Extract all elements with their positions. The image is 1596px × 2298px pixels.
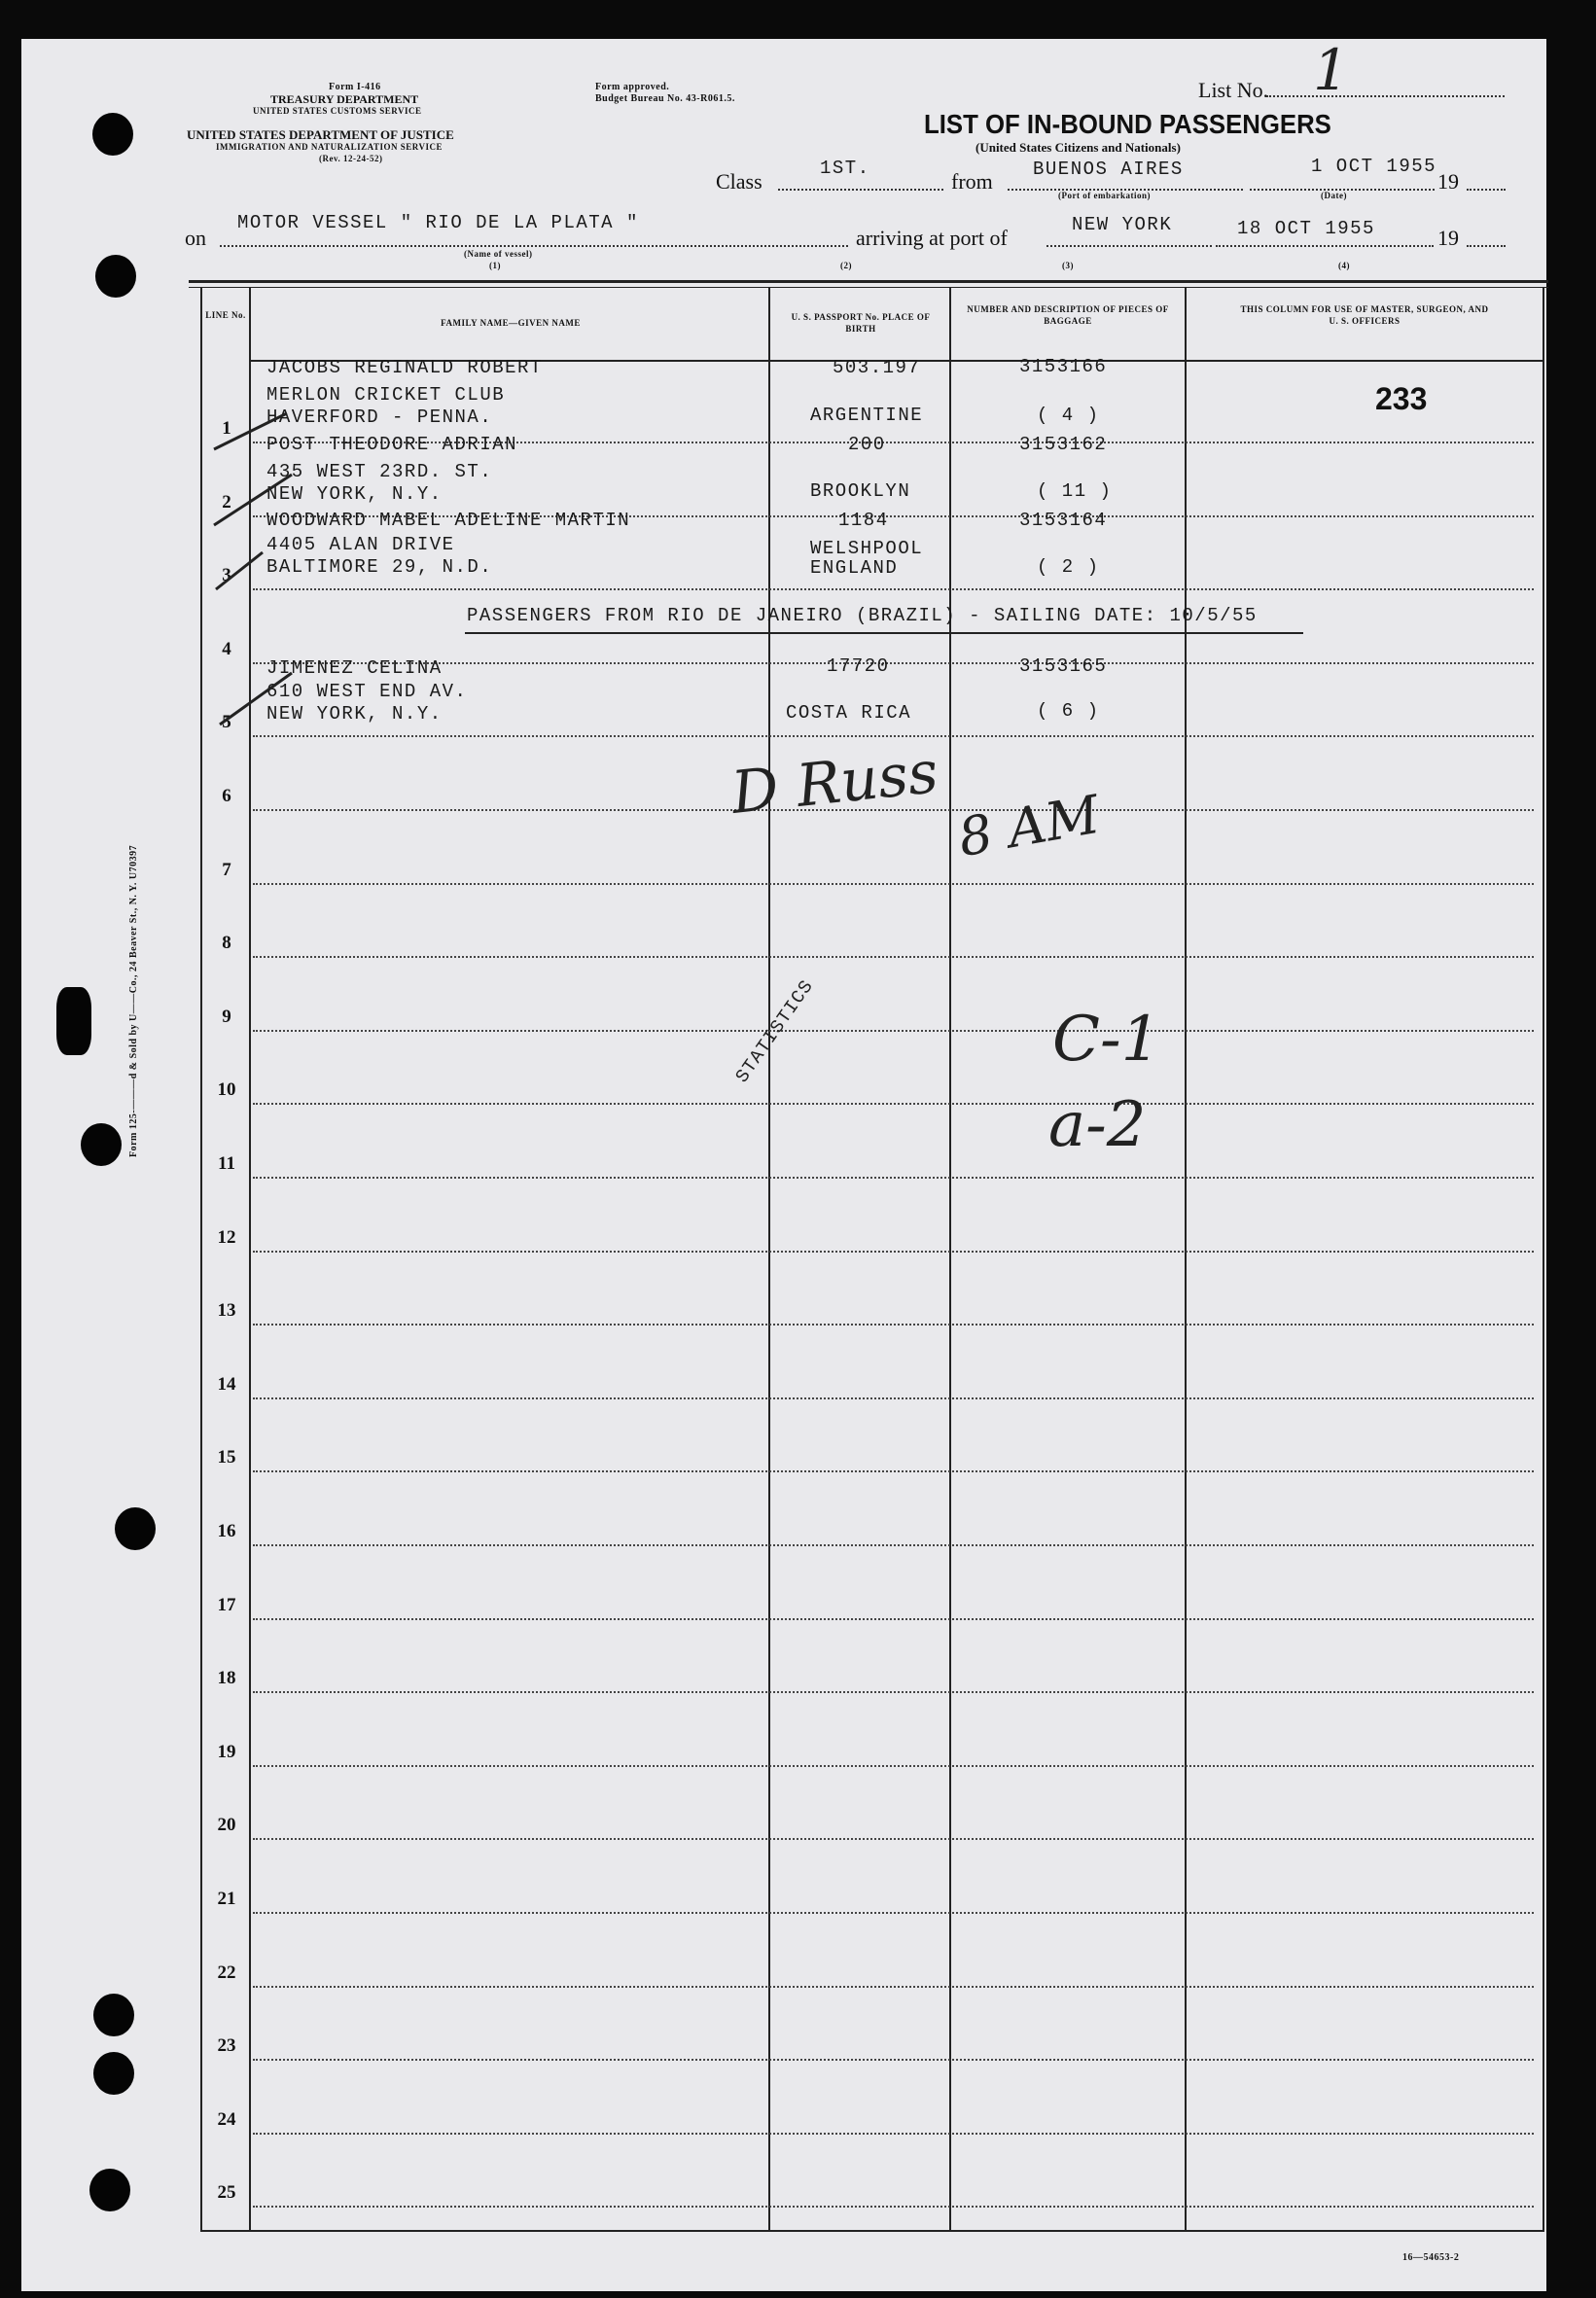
officer-number: 233 [1375, 381, 1428, 416]
row-line [253, 1986, 1534, 1988]
class-value: 1ST. [820, 158, 870, 179]
line-number: 2 [222, 492, 231, 513]
row-line [253, 1912, 1534, 1914]
side-print-text: Form 125-———d & Sold by U——Co., 24 Beaver St., N. Y. U70397 [128, 844, 139, 1157]
ins-service: IMMIGRATION AND NATURALIZATION SERVICE [216, 142, 443, 152]
line-number: 18 [217, 1668, 236, 1688]
column-header-passport: U. S. PASSPORT No. PLACE OF BIRTH [791, 312, 931, 334]
check-marks [195, 389, 311, 759]
section-note: PASSENGERS FROM RIO DE JANEIRO (BRAZIL) - SAILING DATE: 10/5/55 [467, 605, 1258, 626]
passport-number: 200 [848, 434, 886, 455]
list-no-label: List No. [1198, 78, 1269, 102]
line-number: 14 [217, 1374, 236, 1395]
line-number: 20 [217, 1815, 236, 1835]
on-label: on [185, 226, 206, 250]
line-number: 17 [217, 1595, 236, 1615]
caption-2: (2) [840, 261, 852, 270]
caption-3: (3) [1062, 261, 1074, 270]
port-embarkation-caption: (Port of embarkation) [1058, 191, 1151, 200]
row-line [253, 588, 1534, 590]
handwritten-time: 8 AM [953, 783, 1105, 869]
line-number: 11 [218, 1153, 235, 1174]
line-number: 23 [217, 2035, 236, 2056]
table-top-border [189, 280, 1548, 283]
line-number: 7 [222, 860, 231, 880]
line-number: 25 [217, 2182, 236, 2203]
line-number: 15 [217, 1447, 236, 1467]
treasury-department: TREASURY DEPARTMENT [270, 92, 419, 106]
birthplace: COSTA RICA [786, 702, 912, 724]
arrival-date-value: 18 OCT 1955 [1237, 218, 1375, 239]
year-prefix: 19 [1437, 226, 1459, 250]
line-number: 12 [217, 1227, 236, 1248]
binder-hole [56, 987, 91, 1055]
page-title: LIST OF IN-BOUND PASSENGERS [924, 109, 1331, 139]
passenger-name: JIMENEZ CELINA [266, 657, 443, 679]
passenger-address: 435 WEST 23RD. ST. [266, 461, 493, 482]
passenger-address: NEW YORK, N.Y. [266, 703, 443, 725]
binder-hole [93, 2052, 134, 2095]
row-line [253, 1177, 1534, 1179]
line-number: 9 [222, 1007, 231, 1027]
binder-hole [81, 1123, 122, 1166]
birthplace: ENGLAND [810, 557, 899, 579]
line-number: 16 [217, 1521, 236, 1541]
line-number: 1 [222, 418, 231, 439]
passenger-address: BALTIMORE 29, N.D. [266, 556, 493, 578]
arrival-port-value: NEW YORK [1072, 214, 1173, 235]
passenger-address: MERLON CRICKET CLUB [266, 384, 506, 406]
line-number: 22 [217, 1962, 236, 1983]
footer-code: 16—54653-2 [1402, 2252, 1460, 2263]
row-line [253, 1470, 1534, 1472]
column-header-officers: THIS COLUMN FOR USE OF MASTER, SURGEON, AND U. S. OFFICERS [1240, 304, 1489, 326]
baggage-number: 3153165 [1019, 655, 1108, 677]
row-line [253, 735, 1534, 737]
row-line [253, 1251, 1534, 1253]
row-line [253, 1324, 1534, 1326]
row-line [253, 1618, 1534, 1620]
binder-hole [115, 1507, 156, 1550]
passport-number: 503.197 [833, 357, 921, 378]
baggage-pieces: ( 2 ) [1037, 556, 1100, 578]
birthplace: BROOKLYN [810, 480, 911, 502]
column-header-line: LINE No. [205, 310, 246, 320]
binder-hole [95, 255, 136, 298]
line-number: 3 [222, 565, 231, 585]
column-header-name: FAMILY NAME—GIVEN NAME [441, 318, 581, 328]
row-line [253, 1838, 1534, 1840]
row-line [253, 1030, 1534, 1032]
line-number: 21 [217, 1889, 236, 1909]
row-line [253, 1691, 1534, 1693]
baggage-number: 3153162 [1019, 434, 1108, 455]
handwritten-code: a-2 [1048, 1089, 1147, 1161]
passport-number: 17720 [827, 655, 890, 677]
caption-1: (1) [489, 261, 501, 270]
passenger-address: 610 WEST END AV. [266, 681, 468, 702]
handwritten-signature: D Russ [727, 738, 941, 828]
departure-date-value: 1 OCT 1955 [1311, 156, 1437, 177]
binder-hole [93, 1994, 134, 2036]
row-line [253, 1103, 1534, 1105]
class-label: Class [716, 169, 763, 194]
passenger-address: 4405 ALAN DRIVE [266, 534, 455, 555]
baggage-pieces: ( 6 ) [1037, 700, 1100, 722]
binder-hole [89, 2169, 130, 2211]
vessel-caption: (Name of vessel) [464, 249, 533, 259]
row-line [253, 2059, 1534, 2061]
customs-service: UNITED STATES CUSTOMS SERVICE [253, 106, 422, 116]
column-header-baggage: NUMBER AND DESCRIPTION OF PIECES OF BAGGAGE [967, 304, 1169, 326]
passenger-name: WOODWARD MABEL ADELINE MARTIN [266, 510, 631, 531]
caption-4: (4) [1338, 261, 1350, 270]
line-number: 10 [217, 1079, 236, 1100]
row-line [253, 1544, 1534, 1546]
form-number: Form I-416 [329, 82, 381, 92]
passenger-name: POST THEODORE ADRIAN [266, 434, 518, 455]
birthplace: WELSHPOOL [810, 538, 924, 559]
line-number: 24 [217, 2109, 236, 2130]
justice-department: UNITED STATES DEPARTMENT OF JUSTICE [187, 127, 454, 142]
row-line [253, 662, 1534, 664]
birthplace: ARGENTINE [810, 405, 924, 426]
from-label: from [951, 169, 993, 194]
line-number: 5 [222, 712, 231, 732]
statistics-stamp: STATISTICS [731, 975, 819, 1087]
line-number: 19 [217, 1742, 236, 1762]
handwritten-code: C-1 [1052, 1004, 1161, 1076]
arriving-label: arriving at port of [856, 226, 1008, 250]
date-caption: (Date) [1321, 191, 1347, 200]
baggage-number: 3153166 [1019, 356, 1108, 377]
line-number: 4 [222, 639, 231, 659]
row-line [253, 883, 1534, 885]
page-subtitle: (United States Citizens and Nationals) [975, 140, 1181, 155]
passenger-name: JACOBS REGINALD ROBERT [266, 357, 543, 378]
budget-bureau: Budget Bureau No. 43-R061.5. [595, 93, 735, 104]
row-line [253, 2133, 1534, 2135]
list-no-value: 1 [1313, 37, 1349, 103]
row-line [253, 956, 1534, 958]
form-approved: Form approved. [595, 82, 670, 92]
passenger-address: HAVERFORD - PENNA. [266, 407, 493, 428]
row-line [253, 2206, 1534, 2208]
row-line [253, 1397, 1534, 1399]
row-line [253, 1765, 1534, 1767]
binder-hole [92, 113, 133, 156]
baggage-pieces: ( 11 ) [1037, 480, 1113, 502]
form-revision: (Rev. 12-24-52) [319, 154, 383, 163]
line-number: 6 [222, 786, 231, 806]
vessel-name-value: MOTOR VESSEL " RIO DE LA PLATA " [237, 212, 639, 233]
passport-number: 1184 [838, 510, 889, 531]
baggage-number: 3153164 [1019, 510, 1108, 531]
port-embarkation-value: BUENOS AIRES [1033, 159, 1184, 180]
line-number: 8 [222, 933, 231, 953]
year-prefix: 19 [1437, 169, 1459, 194]
line-number: 13 [217, 1300, 236, 1321]
passenger-address: NEW YORK, N.Y. [266, 483, 443, 505]
baggage-pieces: ( 4 ) [1037, 405, 1100, 426]
